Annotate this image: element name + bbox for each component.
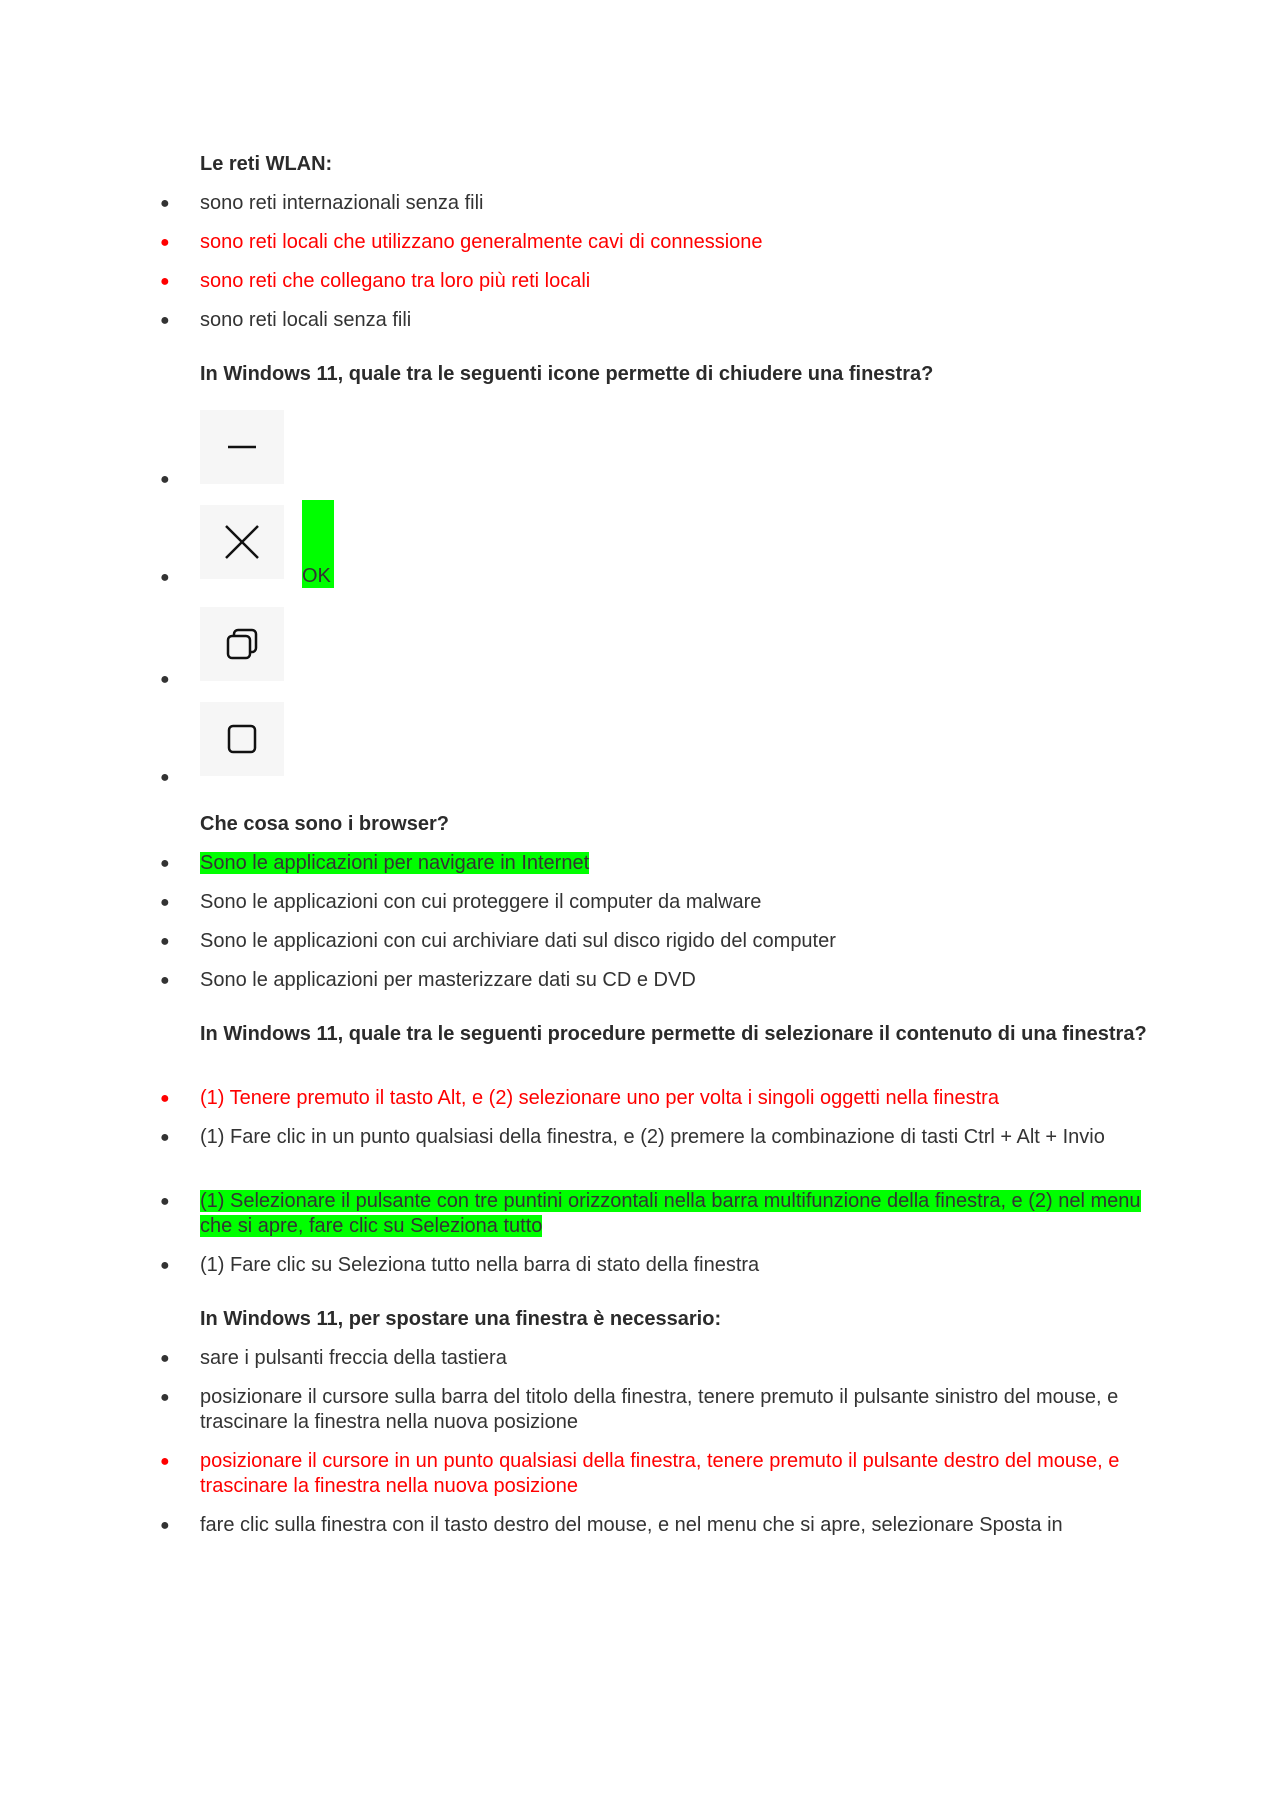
- bullet: ●: [160, 1350, 170, 1367]
- list-item: [160, 890, 1160, 915]
- bullet: ●: [160, 1517, 170, 1534]
- list-item: [160, 1253, 1160, 1278]
- question-title: In Windows 11, quale tra le seguenti procedure permette di selezionare il contenuto di una finestra?: [200, 1023, 1147, 1045]
- bullet: ●: [160, 1193, 170, 1210]
- bullet: ●: [160, 1257, 170, 1274]
- list-item: [160, 230, 1160, 255]
- list-item: [160, 1189, 1160, 1239]
- option-text: Sono le applicazioni con cui archiviare dati sul disco rigido del computer: [200, 930, 836, 952]
- bullet: ●: [160, 195, 170, 212]
- minimize-icon: [200, 410, 284, 484]
- bullet: ●: [160, 769, 170, 786]
- option-text: Sono le applicazioni con cui proteggere il computer da malware: [200, 891, 762, 913]
- option-text: fare clic sulla finestra con il tasto destro del mouse, e nel menu che si apre, selezionare Sposta in: [200, 1514, 1063, 1536]
- bullet: ●: [160, 972, 170, 989]
- bullet: ●: [160, 1129, 170, 1146]
- bullet: ●: [160, 1389, 170, 1406]
- list-item: [160, 308, 1160, 333]
- option-text: (1) Fare clic su Seleziona tutto nella barra di stato della finestra: [200, 1254, 760, 1276]
- bullet: ●: [160, 1453, 170, 1470]
- list-item: [160, 1449, 1160, 1499]
- option-text: (1) Selezionare il pulsante con tre puntini orizzontali nella barra multifunzione della finestra, e (2) nel menu che si apre, fare clic su Seleziona tutto: [200, 1190, 1141, 1237]
- list-item: [160, 968, 1160, 993]
- bullet: ●: [160, 933, 170, 950]
- question-title: In Windows 11, per spostare una finestra è necessario:: [200, 1308, 722, 1330]
- option-text: sono reti locali senza fili: [200, 309, 412, 331]
- question-title: Le reti WLAN:: [200, 153, 333, 175]
- bullet: ●: [160, 569, 170, 586]
- bullet: ●: [160, 273, 170, 290]
- bullet: ●: [160, 855, 170, 872]
- bullet: ●: [160, 312, 170, 329]
- option-text: sono reti che collegano tra loro più reti locali: [200, 270, 591, 292]
- maximize-icon: [200, 702, 284, 776]
- restore-icon: [200, 607, 284, 681]
- option-text: (1) Tenere premuto il tasto Alt, e (2) selezionare uno per volta i singoli oggetti nella finestra: [200, 1087, 999, 1109]
- list-item: [160, 269, 1160, 294]
- option-text: sare i pulsanti freccia della tastiera: [200, 1347, 507, 1369]
- option-text: sono reti internazionali senza fili: [200, 192, 484, 214]
- question-title: In Windows 11, quale tra le seguenti icone permette di chiudere una finestra?: [200, 363, 934, 385]
- option-text: (1) Fare clic in un punto qualsiasi della finestra, e (2) premere la combinazione di tasti Ctrl + Alt + Invio: [200, 1126, 1105, 1148]
- close-icon: [200, 505, 284, 579]
- correct-answer-marker: OK: [302, 500, 334, 588]
- list-item: [160, 1086, 1160, 1111]
- list-item: [160, 929, 1160, 954]
- list-item: [160, 191, 1160, 216]
- list-item: [160, 851, 1160, 876]
- option-text: posizionare il cursore sulla barra del titolo della finestra, tenere premuto il pulsante sinistro del mouse, e trascinare la finestra nella nuova posizione: [200, 1386, 1119, 1433]
- bullet: ●: [160, 671, 170, 688]
- option-text: Sono le applicazioni per navigare in Internet: [200, 852, 590, 874]
- bullet: ●: [160, 234, 170, 251]
- bullet: ●: [160, 894, 170, 911]
- list-item: [160, 1385, 1160, 1435]
- bullet: ●: [160, 1090, 170, 1107]
- option-text: Sono le applicazioni per masterizzare dati su CD e DVD: [200, 969, 696, 991]
- list-item: [160, 1125, 1160, 1150]
- list-item: [160, 1346, 1160, 1371]
- list-item: [160, 1513, 1160, 1538]
- option-text: sono reti locali che utilizzano generalmente cavi di connessione: [200, 231, 763, 253]
- bullet: ●: [160, 471, 170, 488]
- question-title: Che cosa sono i browser?: [200, 813, 449, 835]
- option-text: posizionare il cursore in un punto qualsiasi della finestra, tenere premuto il pulsante destro del mouse, e trascinare la finestra nella nuova posizione: [200, 1450, 1120, 1497]
